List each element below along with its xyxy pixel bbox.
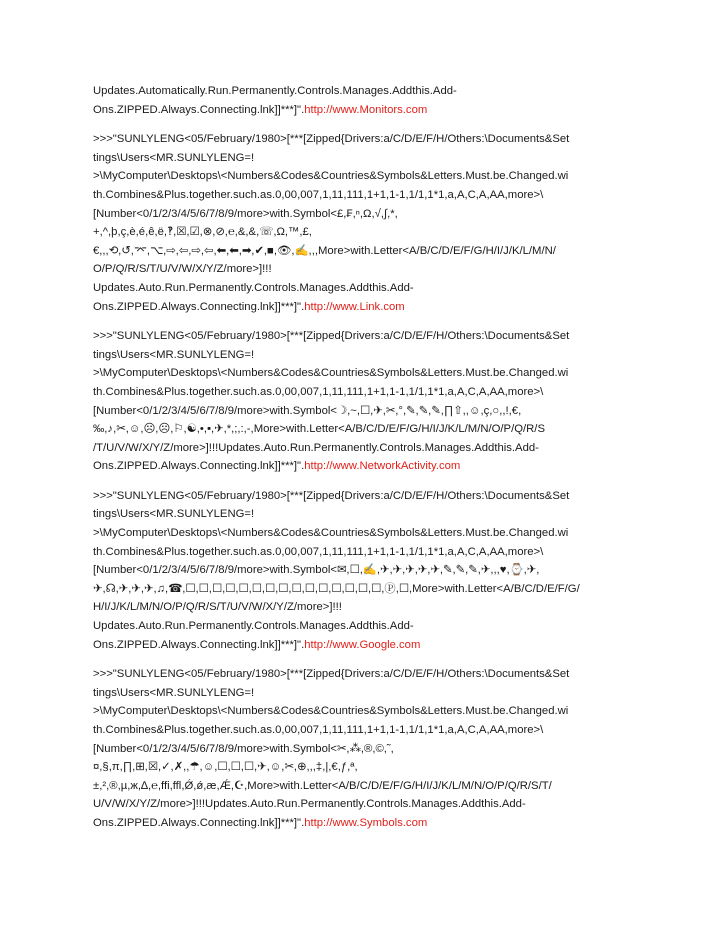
paragraph-4-text: >>>"SUNLYLENG<05/February/1980>[***[Zipped{Drivers:a/C/D/E/F/H/Others:\Documents&Set tings\Users<MR.SUNLYLENG=! >\MyComputer\Desktops\<Numbers&Codes&Countries&Symbols&Letters.Must.be.Changed.wi th.Combines&Plus.together.such.as.0,00,007,1,11,111,1+1,1-1,1/1,1*1,a,A,C,A,AA,more>\ [Number<0/1/2/3/4/5/6/7/8/9/more>with.Symbol<✉,☐,✍,✈,✈,✈,✈,✈,✎,✎,✎,✈,,,♥,⌚,✈, ✈,☊,✈,✈,✈,♫,☎,☐,☐,☐,☐,☐,☐,☐,☐,☐,☐,☐,☐,☐,☐,☐,Ⓟ,☐,More>with.Letter<A/B/C/D/E/F/G/ H/I/J/K/L/M/N/O/P/Q/R/S/T/U/V/W/X/Y/Z/more>]!!! Updates.Auto.Run.Permanently.Controls.Manages.Addthis.Add- Ons.ZIPPED.Always.Connecting.lnk]]***]". <box>93 489 580 651</box>
paragraph-2 <box>93 130 633 316</box>
paragraph-5-text: >>>"SUNLYLENG<05/February/1980>[***[Zipped{Drivers:a/C/D/E/F/H/Others:\Documents&Set tings\Users<MR.SUNLYLENG=! >\MyComputer\Desktops\<Numbers&Codes&Countries&Symbols&Letters.Must.be.Changed.wi th.Combines&Plus.together.such.as.0,00,007,1,11,111,1+1,1-1,1/1,1*1,a,A,C,A,AA,more>\ [Number<0/1/2/3/4/5/6/7/8/9/more>with.Symbol<✂,⁂,®,©,˜, ¤,§,π,∏,⊞,☒,✓,✗,,☂,☺,☐,☐,☐,✈,☺,✂,⊕,,,‡,|,€,ƒ,ª, ±,²,®,µ,ж,∆,℮,ffi,ffl,Ǿ,ǿ,æ,Ǽ,☪,More>with.Letter<A/B/C/D/E/F/G/H/I/J/K/L/M/N/O/P/Q/R/S/T/ U/V/W/X/Y/Z/more>]!!!Updates.Auto.Run.Permanently.Controls.Manages.Addthis.Add- Ons.ZIPPED.Always.Connecting.lnk]]***]". <box>93 668 570 829</box>
document-page <box>93 82 633 844</box>
paragraph-1 <box>93 82 633 119</box>
paragraph-4-url[interactable]: http://www.Google.com <box>304 638 421 651</box>
paragraph-3-text: >>>"SUNLYLENG<05/February/1980>[***[Zipped{Drivers:a/C/D/E/F/H/Others:\Documents&Set tings\Users<MR.SUNLYLENG=! >\MyComputer\Desktops\<Numbers&Codes&Countries&Symbols&Letters.Must.be.Changed.wi th.Combines&Plus.together.such.as.0,00,007,1,11,111,1+1,1-1,1/1,1*1,a,A,C,A,AA,more>\ [Number<0/1/2/3/4/5/6/7/8/9/more>with.Symbol<☽,~,☐,✈,✂,°,✎,✎,✎,∏⇧,,☺,ç,○,,!,€, ‰,♪,✂,☺,☹,☹,⚐,☯,•,▪,✈,*,;,:,-,More>with.Letter<A/B/C/D/E/F/G/H/I/J/K/L/M/N/O/P/Q/R/S /T/U/V/W/X/Y/Z/more>]!!!Updates.Auto.Run.Permanently.Controls.Manages.Addthis.Add- Ons.ZIPPED.Always.Connecting.lnk]]***]". <box>93 330 570 473</box>
paragraph-3 <box>93 327 633 476</box>
paragraph-5 <box>93 665 633 832</box>
paragraph-5-url[interactable]: http://www.Symbols.com <box>304 816 428 829</box>
paragraph-2-url[interactable]: http://www.Link.com <box>304 300 405 313</box>
paragraph-1-text: Updates.Automatically.Run.Permanently.Controls.Manages.Addthis.Add- Ons.ZIPPED.Always.Connecting.lnk]]***]". <box>93 85 457 116</box>
paragraph-4 <box>93 487 633 654</box>
paragraph-2-text: >>>"SUNLYLENG<05/February/1980>[***[Zipped{Drivers:a/C/D/E/F/H/Others:\Documents&Set tings\Users<MR.SUNLYLENG=! >\MyComputer\Desktops\<Numbers&Codes&Countries&Symbols&Letters.Must.be.Changed.wi th.Combines&Plus.together.such.as.0,00,007,1,11,111,1+1,1-1,1/1,1*1,a,A,C,A,AA,more>\ [Number<0/1/2/3/4/5/6/7/8/9/more>with.Symbol<£,₣,ⁿ,Ω,√,∫,*, +,^,þ,ç,è,é,ê,ë,‽,☒,☑,⊗,⊘,℮,&,&,☏,Ω,™,£, €,,,⟲,↺,⌤,⌥,⇨,⇦,⇨,⇦,⬅,⬅,➡,✔,■,👁,✍,,,More>with.Letter<A/B/C/D/E/F/G/H/I/J/K/L/M/N/ O/P/Q/R/S/T/U/V/W/X/Y/Z/more>]!!! Updates.Auto.Run.Permanently.Controls.Manages.Addthis.Add- Ons.ZIPPED.Always.Connecting.lnk]]***]". <box>93 133 570 313</box>
paragraph-3-url[interactable]: http://www.NetworkActivity.com <box>304 460 461 473</box>
paragraph-1-url[interactable]: http://www.Monitors.com <box>304 103 428 116</box>
